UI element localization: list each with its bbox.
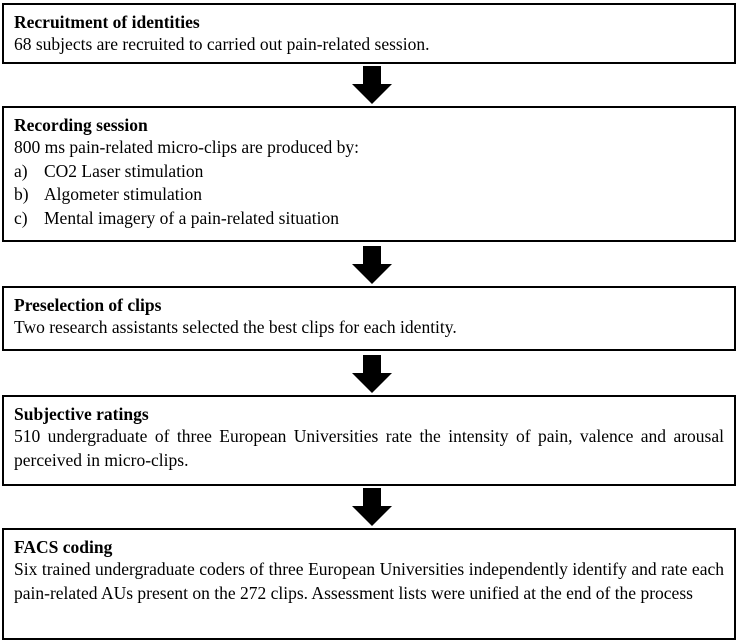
list-item-text: Mental imagery of a pain-related situation bbox=[44, 207, 339, 228]
step-intro: 800 ms pain-related micro-clips are produced by: bbox=[14, 137, 360, 157]
step-title: Recruitment of identities bbox=[14, 12, 200, 32]
down-arrow-icon bbox=[352, 488, 392, 526]
step-title: Subjective ratings bbox=[14, 404, 149, 424]
step-title: Preselection of clips bbox=[14, 295, 162, 315]
step-box-preselection bbox=[2, 286, 736, 351]
list-item bbox=[14, 183, 724, 207]
step-text: Six trained undergraduate coders of three European Universities independently identify and rate each pain-related AUs present on the 272 clips. Assessment lists were unified at the end of the process bbox=[14, 559, 724, 603]
step-title: FACS coding bbox=[14, 537, 113, 557]
step-box-subjective-ratings bbox=[2, 395, 736, 486]
list-marker: a) bbox=[14, 160, 28, 181]
step-text: 510 undergraduate of three European Universities rate the intensity of pain, valence and arousal perceived in micro-clips. bbox=[14, 426, 724, 470]
list-item bbox=[14, 160, 724, 184]
step-box-facs-coding bbox=[2, 528, 736, 640]
down-arrow-icon bbox=[352, 246, 392, 284]
step-title: Recording session bbox=[14, 115, 148, 135]
step-box-recruitment bbox=[2, 3, 736, 64]
list-item bbox=[14, 207, 724, 231]
list-item-text: Algometer stimulation bbox=[44, 184, 202, 204]
list-marker: b) bbox=[14, 184, 29, 204]
down-arrow-icon bbox=[352, 355, 392, 393]
step-text: 68 subjects are recruited to carried out pain-related session. bbox=[14, 34, 430, 54]
list-item-text: CO2 Laser stimulation bbox=[44, 160, 204, 181]
step-box-recording bbox=[2, 106, 736, 242]
list-marker: c) bbox=[14, 207, 28, 228]
down-arrow-icon bbox=[352, 66, 392, 104]
step-text: Two research assistants selected the best clips for each identity. bbox=[14, 317, 457, 337]
